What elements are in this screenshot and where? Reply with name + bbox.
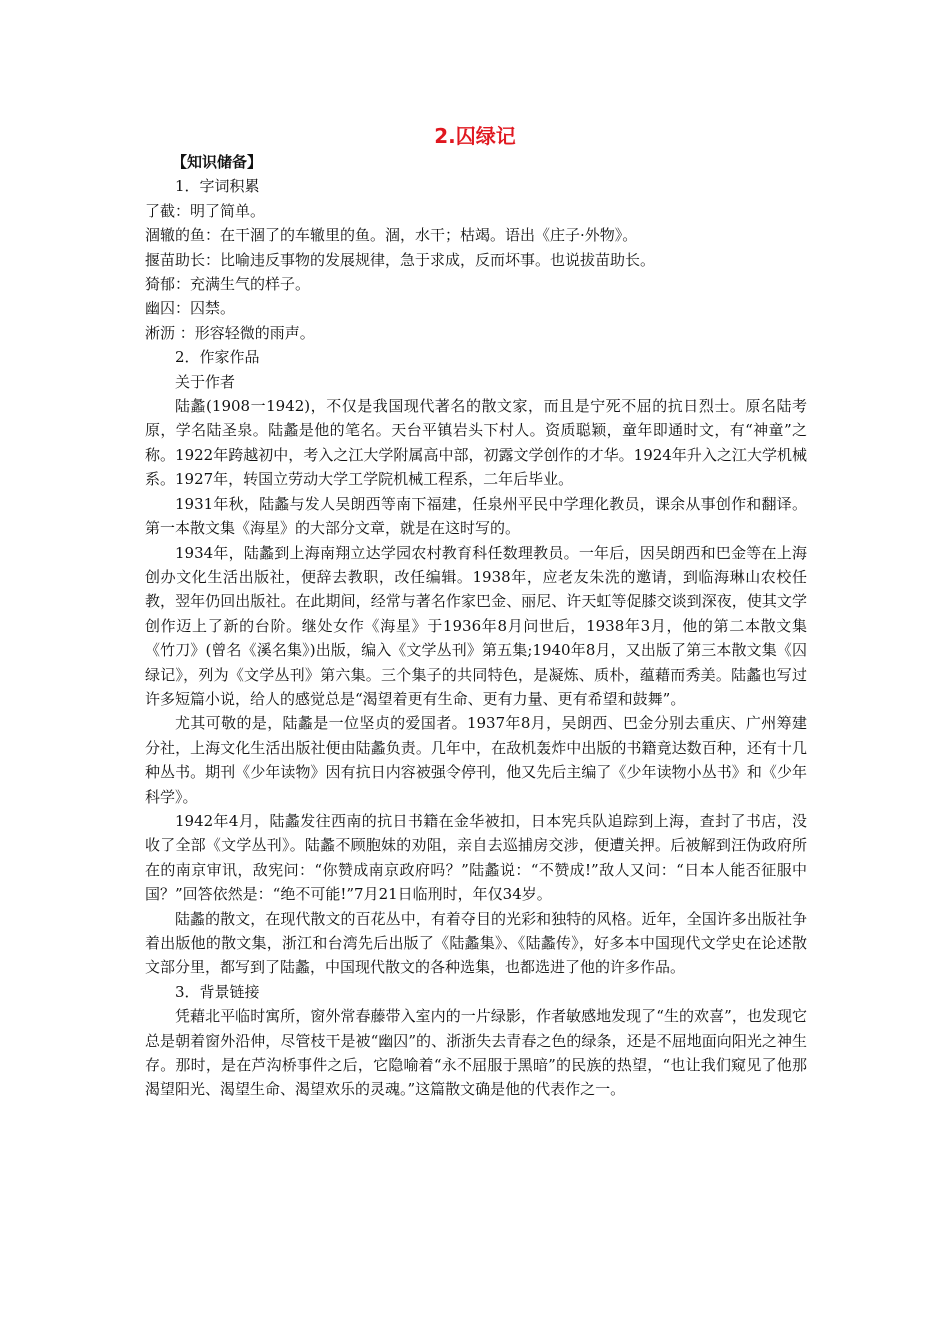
about-author-label: 关于作者 [175, 372, 236, 391]
vocab-item: 涸辙的鱼：在干涸了的车辙里的鱼。涸，水干；枯竭。语出《庄子·外物》。 [145, 226, 638, 245]
author-paragraph: 陆蠡(1908一1942)，不仅是我国现代著名的散文家，而且是宁死不屈的抗日烈士。原名陆考原，学名陆圣泉。陆蠡是他的笔名。天台平镇岩头下村人。资质聪颖，童年即通时文，有“神童”之称。1922年跨越初中，考入之江大学附属高中部，初露文学创作的才华。1924年升入之江大学机械系。1927年，转国立劳动大学工学院机械工程系，二年后毕业。 [145, 397, 807, 489]
author-heading: 2．作家作品 [175, 348, 260, 367]
vocab-item: 淅沥 ：形容轻微的雨声。 [145, 323, 315, 342]
author-paragraph: 1934年，陆蠡到上海南翔立达学园农村教育科任数理教员。一年后，因吴朗西和巴金等在上海创办文化生活出版社，便辞去教职，改任编辑。1938年，应老友朱洗的邀请，到临海琳山农校任教，翌年仍回出版社。在此期间，经常与著名作家巴金、丽尼、许天虹等促膝交谈到深夜，使其文学创作迈上了新的台阶。继处女作《海星》于1936年8月问世后，1938年3月，他的第二本散文集《竹刀》(曾名《溪名集》)出版，编入《文学丛刊》第五集;1940年8月，又出版了第三本散文集《囚绿记》，列为《文学丛刊》第六集。三个集子的共同特色，是凝炼、质朴，蕴藉而秀美。陆蠡也写过许多短篇小说，给人的感觉总是“渴望着更有生命、更有力量、更有希望和鼓舞”。 [145, 543, 807, 708]
background-heading: 3．背景链接 [175, 982, 260, 1001]
document-title: 2.囚绿记 [434, 124, 516, 148]
knowledge-header: 【知识储备】 [172, 153, 263, 171]
vocab-item: 猗郁：充满生气的样子。 [145, 275, 311, 294]
author-paragraph: 尤其可敬的是，陆蠡是一位坚贞的爱国者。1937年8月，吴朗西、巴金分别去重庆、广州筹建分社，上海文化生活出版社便由陆蠡负责。几年中，在敌机轰炸中出版的书籍竟达数百种，还有十几种丛书。期刊《少年读物》因有抗日内容被强令停刊，他又先后主编了《少年读物小丛书》和《少年科学》。 [145, 714, 807, 806]
vocab-item: 揠苗助长：比喻违反事物的发展规律，急于求成，反而坏事。也说拔苗助长。 [145, 250, 656, 269]
author-paragraph: 陆蠡的散文，在现代散文的百花丛中，有着夺目的光彩和独特的风格。近年，全国许多出版社争着出版他的散文集，浙江和台湾先后出版了《陆蠡集》、《陆蠡传》，好多本中国现代文学史在论述散文部分里，都写到了陆蠡，中国现代散文的各种选集，也都选进了他的许多作品。 [145, 909, 807, 977]
author-paragraph: 1931年秋，陆蠡与发人吴朗西等南下福建，任泉州平民中学理化教员，课余从事创作和翻译。第一本散文集《海星》的大部分文章，就是在这时写的。 [145, 494, 807, 538]
vocab-item: 幽囚：囚禁。 [145, 299, 236, 318]
words-heading: 1．字词积累 [175, 177, 260, 196]
background-paragraph: 凭藉北平临时寓所，窗外常春藤带入室内的一片绿影，作者敏感地发现了“生的欢喜”，也发现它总是朝着窗外沿伸，尽管枝干是被“幽囚”的、浙浙失去青春之色的绿条，还是不屈地面向阳光之神生存。那时，是在芦沟桥事件之后，它隐喻着“永不屈服于黑暗”的民族的热望，“也让我们窥见了他那渴望阳光、渴望生命、渴望欢乐的灵魂。”这篇散文确是他的代表作之一。 [145, 1007, 807, 1099]
author-paragraph: 1942年4月，陆蠡发往西南的抗日书籍在金华被扣，日本宪兵队追踪到上海，查封了书店，没收了全部《文学丛刊》。陆蠡不顾胞妹的劝阻，亲自去巡捕房交涉，便遭关押。后被解到汪伪政府所在的南京审讯，敌宪问：“你赞成南京政府吗？”陆蠡说：“不赞成!”敌人又问：“日本人能否征服中国？”回答依然是：“绝不可能!”7月21日临刑时，年仅34岁。 [145, 811, 807, 904]
vocab-item: 了截：明了简单。 [145, 201, 266, 220]
document-body [145, 150, 807, 1102]
